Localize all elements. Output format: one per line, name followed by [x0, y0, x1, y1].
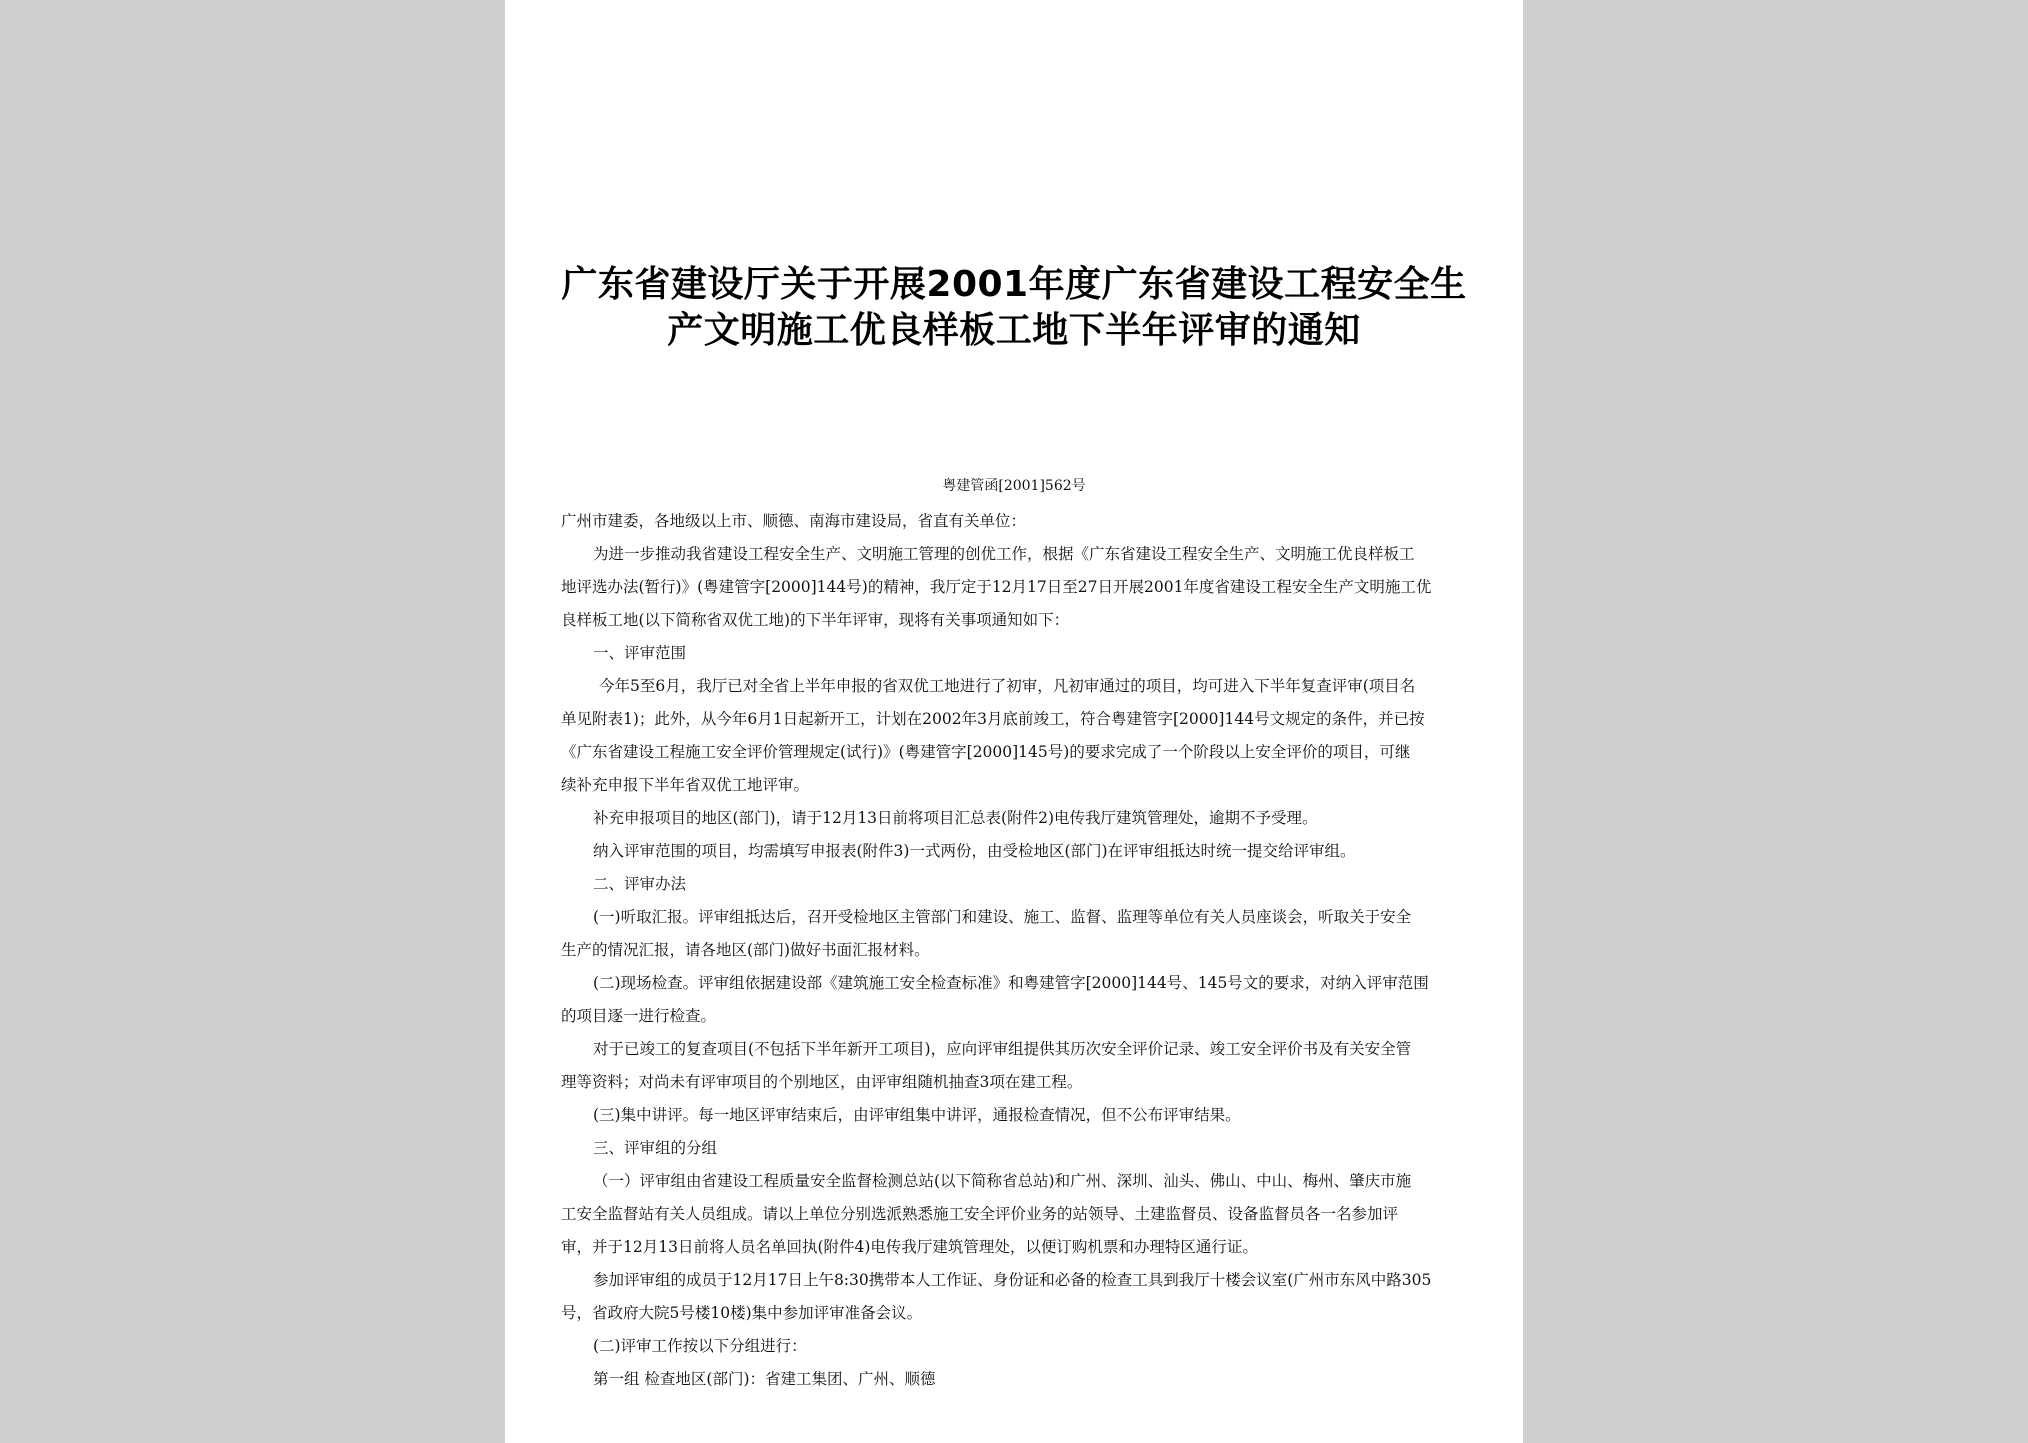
title-line: 广东省建设厅关于开展2001年度广东省建设工程安全生 [561, 264, 1467, 305]
document-page [505, 0, 1523, 1443]
addressee-line: 广州市建委，各地级以上市、顺德、南海市建设局，省直有关单位： [561, 512, 1027, 530]
paragraph-line: 纳入评审范围的项目，均需填写申报表(附件3)一式两份，由受检地区(部门)在评审组抵达时统一提交给评审组。 [593, 842, 1356, 860]
paragraph-line: (一)听取汇报。评审组抵达后，召开受检地区主管部门和建设、施工、监督、监理等单位有关人员座谈会，听取关于安全 [593, 908, 1412, 926]
paragraph-line: 对于已竣工的复查项目(不包括下半年新开工项目)，应向评审组提供其历次安全评价记录、竣工安全评价书及有关安全管 [593, 1040, 1412, 1058]
section-heading: 一、评审范围 [593, 644, 687, 662]
title-line: 产文明施工优良样板工地下半年评审的通知 [667, 310, 1361, 351]
document-title [545, 262, 1483, 354]
paragraph-line: 工安全监督站有关人员组成。请以上单位分别选派熟悉施工安全评价业务的站领导、土建监督员、设备监督员各一名参加评 [561, 1205, 1399, 1223]
paragraph-line: 参加评审组的成员于12月17日上午8:30携带本人工作证、身份证和必备的检查工具到我厅十楼会议室(广州市东风中路305 [593, 1271, 1432, 1289]
paragraph-line: (二)评审工作按以下分组进行： [593, 1337, 807, 1355]
paragraph-line: (三)集中讲评。每一地区评审结束后，由评审组集中讲评，通报检查情况，但不公布评审结果。 [593, 1106, 1241, 1124]
paragraph-line: 理等资料；对尚未有评审项目的个别地区，由评审组随机抽查3项在建工程。 [561, 1073, 1083, 1091]
paragraph-line: (二)现场检查。评审组依据建设部《建筑施工安全检查标准》和粤建管字[2000]144号、145号文的要求，对纳入评审范围 [593, 974, 1429, 992]
paragraph-line: 第一组 检查地区(部门)：省建工集团、广州、顺德 [593, 1370, 936, 1388]
paragraph-line: 续补充申报下半年省双优工地评审。 [561, 776, 810, 794]
document-number: 粤建管函[2001]562号 [942, 478, 1086, 494]
paragraph-line: 补充申报项目的地区(部门)，请于12月13日前将项目汇总表(附件2)电传我厅建筑管理处，逾期不予受理。 [593, 809, 1318, 827]
paragraph-line: 生产的情况汇报，请各地区(部门)做好书面汇报材料。 [561, 941, 930, 959]
paragraph-line: 单见附表1)；此外，从今年6月1日起新开工，计划在2002年3月底前竣工，符合粤建管字[2000]144号文规定的条件，并已按 [561, 710, 1425, 728]
paragraph-line: 《广东省建设工程施工安全评价管理规定(试行)》(粤建管字[2000]145号)的要求完成了一个阶段以上安全评价的项目，可继 [561, 743, 1411, 761]
document-body [561, 505, 1473, 1396]
paragraph-line: （一）评审组由省建设工程质量安全监督检测总站(以下简称省总站)和广州、深圳、汕头、佛山、中山、梅州、肇庆市施 [593, 1172, 1412, 1190]
paragraph-line: 号，省政府大院5号楼10楼)集中参加评审准备会议。 [561, 1304, 923, 1322]
paragraph-line: 今年5至6月，我厅已对全省上半年申报的省双优工地进行了初审，凡初审通过的项目，均可进入下半年复查评审(项目名 [599, 677, 1416, 695]
paragraph-line: 地评选办法(暂行)》(粤建管字[2000]144号)的精神，我厅定于12月17日至27日开展2001年度省建设工程安全生产文明施工优 [561, 578, 1432, 596]
paragraph-line: 为进一步推动我省建设工程安全生产、文明施工管理的创优工作，根据《广东省建设工程安全生产、文明施工优良样板工 [593, 545, 1415, 563]
paragraph-line: 良样板工地(以下简称省双优工地)的下半年评审，现将有关事项通知如下： [561, 611, 1070, 629]
paragraph-line: 审，并于12月13日前将人员名单回执(附件4)电传我厅建筑管理处，以便订购机票和办理特区通行证。 [561, 1238, 1258, 1256]
section-heading: 二、评审办法 [593, 875, 687, 893]
paragraph-line: 的项目逐一进行检查。 [561, 1007, 717, 1025]
section-heading: 三、评审组的分组 [593, 1139, 718, 1157]
